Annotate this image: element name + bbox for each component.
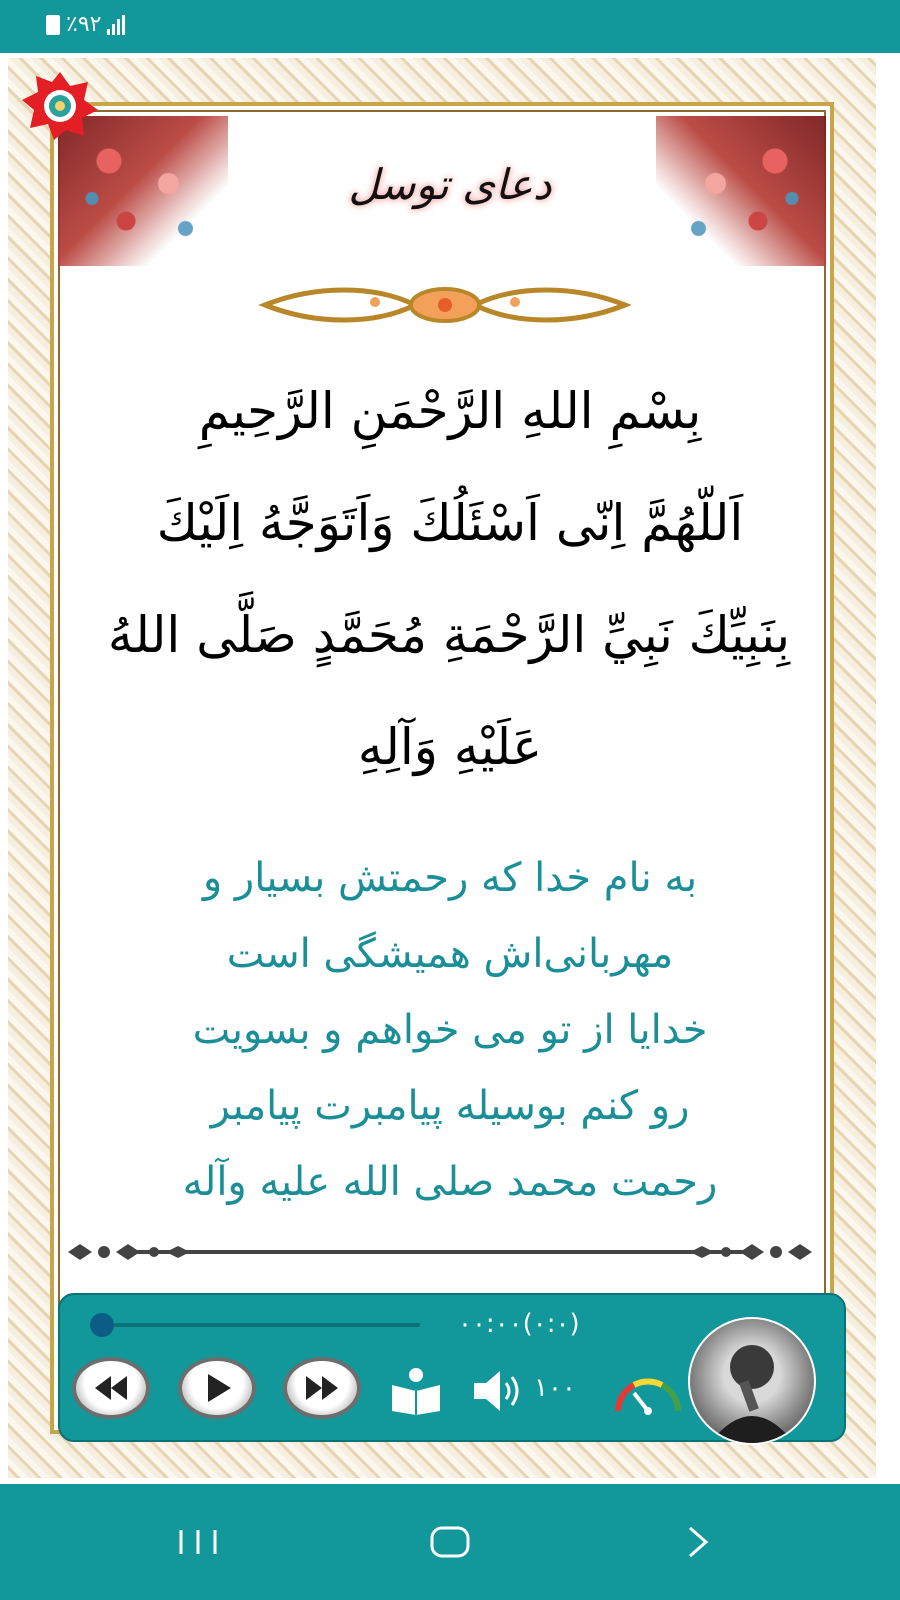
- status-indicators: [46, 12, 125, 37]
- translation-line: رو کنم بوسیله پیامبرت پیامبر: [210, 1083, 690, 1129]
- play-icon: [200, 1371, 234, 1405]
- translation-line: رحمت محمد صلی الله علیه وآله: [182, 1159, 718, 1205]
- title-ornament-icon: [255, 280, 635, 330]
- time-display: ۰۰:۰۰(۰:۰): [458, 1309, 580, 1339]
- reader-book-icon[interactable]: [388, 1367, 444, 1415]
- status-bar: [0, 0, 900, 53]
- home-icon[interactable]: [425, 1520, 475, 1564]
- signal-icon: [107, 15, 125, 35]
- translation-line: مهربانی‌اش همیشگی است: [226, 931, 674, 977]
- audio-player: [58, 1293, 846, 1442]
- seek-knob[interactable]: [90, 1313, 114, 1337]
- translation-line: خدایا از تو می خواهم و بسویت: [192, 1007, 708, 1053]
- back-icon[interactable]: [674, 1520, 724, 1564]
- fast-forward-icon: [302, 1374, 342, 1402]
- reciter-avatar: [688, 1317, 816, 1445]
- translation-line: به نام خدا که رحمتش بسیار و: [202, 855, 698, 901]
- rewind-button[interactable]: [72, 1357, 150, 1419]
- arabic-line: عَلَيْهِ وَآلِهِ: [357, 718, 543, 776]
- speaker-icon[interactable]: [470, 1367, 528, 1415]
- speed-gauge-icon[interactable]: [612, 1371, 684, 1415]
- corner-ornament-right: [656, 116, 826, 266]
- arabic-line: بِسْمِ اللهِ الرَّحْمَنِ الرَّحِيمِ: [198, 382, 702, 440]
- translation-text: [95, 840, 805, 1220]
- play-button[interactable]: [178, 1357, 256, 1419]
- seek-track[interactable]: [100, 1323, 420, 1327]
- system-nav-bar: [0, 1484, 900, 1600]
- fast-forward-button[interactable]: [283, 1357, 361, 1419]
- ornamental-divider-icon: [64, 1240, 816, 1264]
- battery-percentage: ٪۹۲: [66, 12, 102, 37]
- reciter-portrait-icon: [690, 1319, 814, 1443]
- arabic-line: بِنَبِيِّكَ نَبِيِّ الرَّحْمَةِ مُحَمَّدٍ صَلَّى اللهُ: [107, 606, 790, 664]
- rewind-icon: [91, 1374, 131, 1402]
- page-title: دعای توسل: [348, 160, 552, 209]
- flower-badge-icon[interactable]: [20, 70, 100, 140]
- volume-value: ۱۰۰: [534, 1373, 576, 1403]
- arabic-line: اَللّهُمَّ اِنّى اَسْئَلُكَ وَاَتَوَجَّهُ اِلَيْكَ: [156, 494, 744, 552]
- battery-icon: [46, 15, 60, 35]
- arabic-text: [107, 355, 790, 803]
- recents-icon[interactable]: [173, 1520, 223, 1564]
